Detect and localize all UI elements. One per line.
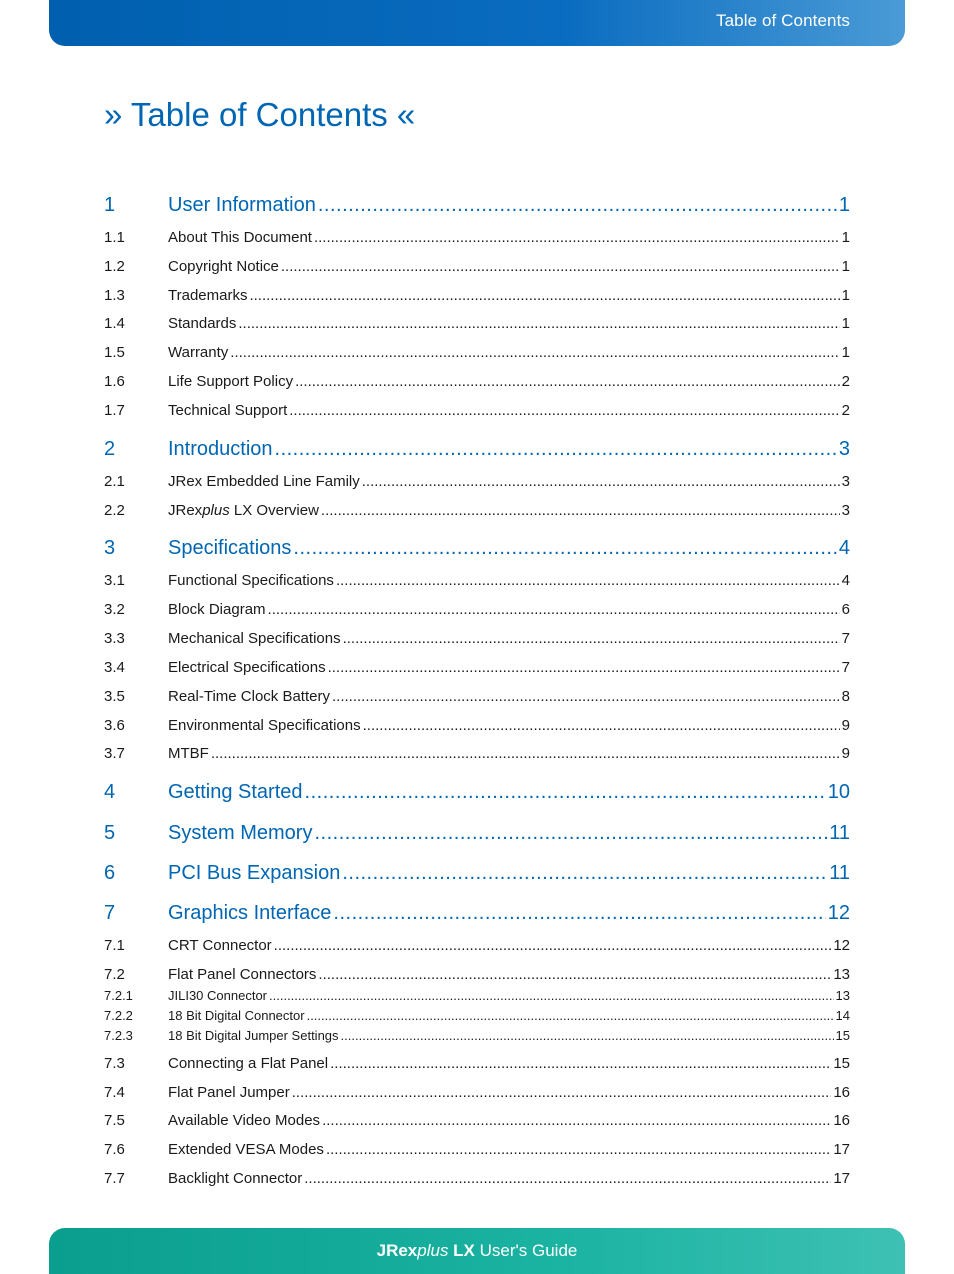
toc-entry-title: Available Video Modes (168, 1112, 321, 1129)
toc-entry[interactable] (104, 502, 850, 519)
toc-entry[interactable] (104, 630, 850, 647)
toc-entry-title: Technical Support (168, 402, 288, 419)
toc-entry-title: CRT Connector (168, 937, 272, 954)
toc-entry-title: Flat Panel Jumper (168, 1084, 290, 1101)
toc-entry-title: Specifications (168, 537, 292, 559)
toc-entry-title: PCI Bus Expansion (168, 862, 341, 884)
toc-entry-number: 7.6 (104, 1141, 125, 1158)
toc-leader-dots (328, 659, 840, 676)
toc-entry[interactable] (104, 287, 850, 304)
toc-entry[interactable] (104, 537, 850, 560)
toc-entry[interactable] (104, 229, 850, 246)
toc-entry[interactable] (104, 781, 850, 804)
toc-entry-number: 7.3 (104, 1055, 125, 1072)
toc-entry-number: 4 (104, 781, 116, 803)
toc-leader-dots (307, 1008, 834, 1023)
toc-entry-number: 3.6 (104, 717, 125, 734)
toc-entry[interactable] (104, 194, 850, 217)
toc-entry-page: 12 (833, 937, 850, 954)
toc-entry-page: 1 (841, 344, 850, 361)
toc-entry[interactable] (104, 1028, 850, 1043)
toc-entry-page: 9 (841, 717, 850, 734)
toc-entry-title: Functional Specifications (168, 572, 334, 589)
toc-entry-page: 2 (841, 402, 850, 419)
toc-entry-number: 1.2 (104, 258, 125, 275)
toc-leader-dots (322, 1112, 831, 1129)
toc-entry-title: Getting Started (168, 781, 303, 803)
toc-entry[interactable] (104, 315, 850, 332)
toc-entry[interactable] (104, 258, 850, 275)
toc-entry[interactable] (104, 862, 850, 885)
toc-entry-number: 3.4 (104, 659, 125, 676)
toc-leader-dots (304, 1170, 831, 1187)
toc-entry[interactable] (104, 966, 850, 983)
toc-entry-title: Mechanical Specifications (168, 630, 341, 647)
toc-entry-title: System Memory (168, 822, 313, 844)
toc-entry-title: Block Diagram (168, 601, 266, 618)
toc-entry-number: 5 (104, 822, 116, 844)
toc-entry-number: 3.7 (104, 745, 125, 762)
toc-entry-number: 7.1 (104, 937, 125, 954)
toc-entry[interactable] (104, 1170, 850, 1187)
toc-leader-dots (342, 862, 827, 885)
toc-entry[interactable] (104, 601, 850, 618)
toc-entry-number: 1.4 (104, 315, 125, 332)
toc-entry[interactable] (104, 572, 850, 589)
toc-entry-page: 6 (841, 601, 850, 618)
toc-entry-page: 1 (841, 315, 850, 332)
toc-leader-dots (336, 572, 840, 589)
toc-entry-title: Copyright Notice (168, 258, 279, 275)
toc-leader-dots (321, 502, 840, 519)
toc-entry-page: 13 (835, 988, 850, 1003)
toc-leader-dots (281, 258, 840, 275)
toc-leader-dots (341, 1028, 834, 1043)
toc-entry-number: 7.7 (104, 1170, 125, 1187)
toc-entry-page: 4 (841, 572, 850, 589)
toc-leader-dots (343, 630, 840, 647)
toc-leader-dots (268, 601, 840, 618)
toc-entry-title: JRex Embedded Line Family (168, 473, 360, 490)
toc-entry-page: 13 (833, 966, 850, 983)
toc-entry-number: 7 (104, 902, 116, 924)
toc-entry-title: Connecting a Flat Panel (168, 1055, 329, 1072)
toc-leader-dots (238, 315, 839, 332)
toc-entry[interactable] (104, 1084, 850, 1101)
toc-entry-title: Real-Time Clock Battery (168, 688, 330, 705)
toc-entry-title: Introduction (168, 438, 273, 460)
toc-leader-dots (295, 373, 840, 390)
toc-entry-page: 3 (841, 473, 850, 490)
toc-entry-title: Life Support Policy (168, 373, 294, 390)
toc-entry-number: 3.3 (104, 630, 125, 647)
toc-entry-title: Standards (168, 315, 237, 332)
toc-entry-page: 7 (841, 630, 850, 647)
toc-entry-page: 15 (835, 1028, 850, 1043)
toc-leader-dots (305, 781, 826, 804)
toc-entry-number: 2.2 (104, 502, 125, 519)
toc-entry-page: 3 (841, 502, 850, 519)
toc-entry[interactable] (104, 988, 850, 1003)
toc-entry-title: Extended VESA Modes (168, 1141, 324, 1158)
toc-entry-page: 1 (841, 287, 850, 304)
toc-entry-number: 3.2 (104, 601, 125, 618)
toc-entry-page: 1 (838, 194, 850, 216)
toc-leader-dots (289, 402, 839, 419)
toc-leader-dots (249, 287, 839, 304)
toc-entry-page: 2 (841, 373, 850, 390)
toc-entry-number: 1.6 (104, 373, 125, 390)
toc-leader-dots (292, 1084, 832, 1101)
toc-entry-title: JRexplus LX Overview (168, 502, 319, 519)
toc-entry-number: 1.3 (104, 287, 125, 304)
toc-entry-page: 17 (833, 1141, 850, 1158)
toc-entry-number: 1.1 (104, 229, 125, 246)
toc-entry-number: 1 (104, 194, 116, 216)
toc-entry-number: 7.4 (104, 1084, 125, 1101)
toc-entry[interactable] (104, 373, 850, 390)
toc-leader-dots (211, 745, 840, 762)
toc-entry[interactable] (104, 745, 850, 762)
toc-leader-dots (318, 194, 837, 217)
toc-entry-number: 1.5 (104, 344, 125, 361)
toc-entry[interactable] (104, 1008, 850, 1023)
toc-entry-title: Graphics Interface (168, 902, 332, 924)
toc-entry-title: Electrical Specifications (168, 659, 326, 676)
toc-entry-title: Trademarks (168, 287, 248, 304)
toc-entry-title: Environmental Specifications (168, 717, 361, 734)
toc-entry-page: 11 (829, 862, 850, 884)
toc-entry-title: Backlight Connector (168, 1170, 303, 1187)
toc-entry[interactable] (104, 1055, 850, 1072)
footer-brand: JRexplus LX (376, 1241, 475, 1260)
toc-entry-number: 7.2 (104, 966, 125, 983)
toc-entry[interactable] (104, 402, 850, 419)
toc-entry[interactable] (104, 344, 850, 361)
footer-bar (49, 1228, 905, 1274)
toc-leader-dots (363, 717, 840, 734)
toc-entry-page: 1 (841, 229, 850, 246)
toc-entry-number: 1.7 (104, 402, 125, 419)
header-title: Table of Contents (715, 11, 850, 30)
toc-entry[interactable] (104, 473, 850, 490)
toc-leader-dots (330, 1055, 831, 1072)
toc-entry[interactable] (104, 1141, 850, 1158)
toc-leader-dots (230, 344, 839, 361)
toc-entry-title: User Information (168, 194, 316, 216)
toc-entry-number: 7.5 (104, 1112, 125, 1129)
toc-leader-dots (293, 537, 836, 560)
toc-entry-page: 16 (833, 1084, 850, 1101)
header-bar (49, 0, 905, 46)
toc-entry-page: 11 (829, 822, 850, 844)
toc-entry-page: 3 (838, 438, 850, 460)
toc-leader-dots (332, 688, 840, 705)
toc-entry-title: About This Document (168, 229, 312, 246)
toc-entry-number: 7.2.1 (104, 988, 133, 1003)
toc-entry[interactable] (104, 438, 850, 461)
toc-entry-number: 2.1 (104, 473, 125, 490)
toc-entry[interactable] (104, 717, 850, 734)
toc-entry-title: JILI30 Connector (168, 988, 268, 1003)
toc-leader-dots (362, 473, 840, 490)
toc-entry-page: 4 (838, 537, 850, 559)
toc-entry[interactable] (104, 822, 850, 845)
toc-entry[interactable] (104, 659, 850, 676)
footer-title: JRexplus LX User's Guide (376, 1241, 578, 1260)
toc-leader-dots (274, 937, 832, 954)
toc-entry-title: Flat Panel Connectors (168, 966, 317, 983)
toc-entry-number: 7.2.2 (104, 1008, 133, 1023)
toc-entry-number: 3.1 (104, 572, 125, 589)
toc-leader-dots (314, 822, 827, 845)
toc-entry-page: 16 (833, 1112, 850, 1129)
toc-entry-title: MTBF (168, 745, 209, 762)
page-title: » Table of Contents « (104, 96, 416, 133)
toc-entry-number: 6 (104, 862, 116, 884)
toc-leader-dots (333, 902, 825, 925)
toc-entry-number: 3.5 (104, 688, 125, 705)
toc-entry-page: 1 (841, 258, 850, 275)
toc-leader-dots (314, 229, 840, 246)
toc-entry-page: 8 (841, 688, 850, 705)
toc-entry-number: 3 (104, 537, 116, 559)
toc-entry-page: 14 (835, 1008, 850, 1023)
toc-entry-title: 18 Bit Digital Connector (168, 1008, 305, 1023)
toc-entry-page: 17 (833, 1170, 850, 1187)
toc-entry[interactable] (104, 937, 850, 954)
toc-entry-number: 7.2.3 (104, 1028, 133, 1043)
toc-entry[interactable] (104, 688, 850, 705)
toc-entry[interactable] (104, 1112, 850, 1129)
toc-entry-page: 12 (827, 902, 850, 924)
toc-entry-number: 2 (104, 438, 116, 460)
toc-entry-page: 15 (833, 1055, 850, 1072)
toc-entry-title: 18 Bit Digital Jumper Settings (168, 1028, 339, 1043)
toc-entry-title: Warranty (168, 344, 229, 361)
toc-entry-page: 10 (827, 781, 850, 803)
toc-leader-dots (275, 438, 837, 461)
toc-leader-dots (326, 1141, 831, 1158)
toc-entry-page: 7 (841, 659, 850, 676)
toc-entry-page: 9 (841, 745, 850, 762)
toc-leader-dots (269, 988, 834, 1003)
toc-leader-dots (318, 966, 831, 983)
toc-entry[interactable] (104, 902, 850, 925)
